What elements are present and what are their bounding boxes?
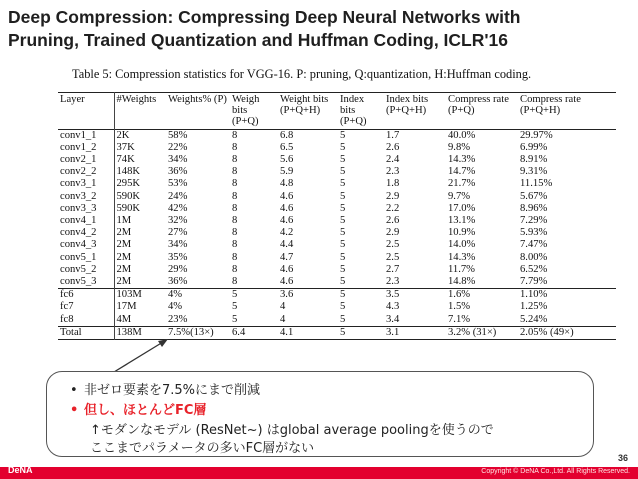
table-cell: 4.6 — [280, 276, 294, 288]
table-cell: 1.6% — [446, 289, 518, 302]
table-cell: 1.5% — [448, 301, 471, 313]
table-cell: conv5_2 — [58, 264, 114, 276]
callout-bullet-2 — [70, 399, 206, 418]
table-cell: 2M — [116, 263, 132, 275]
table-cell: 14.0% — [448, 239, 476, 251]
table-cell: 5 — [230, 289, 278, 302]
table-cell: 35% — [168, 251, 188, 263]
table-cell: 2.3 — [386, 166, 400, 178]
table-row — [58, 326, 616, 339]
table-header-cell: Index bits (P+Q) — [340, 94, 367, 128]
table-cell: 2M — [116, 227, 132, 239]
table-cell: 27% — [168, 227, 188, 239]
table-cell: conv3_1 — [58, 178, 114, 190]
table-cell: 14.8% — [448, 276, 476, 288]
table-cell: 4.1 — [278, 326, 338, 339]
table-cell: 5.67% — [520, 190, 548, 202]
table-cell: 1M — [116, 215, 132, 227]
table-cell: 8 — [232, 276, 238, 288]
slide-title — [8, 6, 608, 52]
table-cell: 8.91% — [520, 154, 548, 166]
table-cell: 3.4 — [386, 313, 400, 325]
table-cell: 34% — [168, 154, 188, 166]
table-row — [58, 178, 616, 190]
table-header-cell: Weight bits (P+Q+H) — [280, 94, 329, 117]
table-cell: 4% — [168, 301, 183, 313]
table-cell: 74K — [116, 154, 135, 166]
table-cell: 5 — [340, 178, 346, 190]
table-cell: 3.5 — [384, 289, 446, 302]
table-cell: 2.05% (49×) — [518, 326, 616, 339]
table-cell: 7.79% — [520, 276, 548, 288]
table-cell: 1.25% — [520, 301, 548, 313]
table-cell: 5.9 — [280, 166, 294, 178]
table-cell: 14.3% — [448, 154, 476, 166]
table-cell: 8 — [232, 154, 238, 166]
table-cell: 5 — [340, 129, 346, 141]
table-header-cell: Weigh bits (P+Q) — [232, 94, 260, 128]
table-row — [58, 166, 616, 178]
table-row — [58, 314, 616, 327]
table-cell: 4.6 — [280, 202, 294, 214]
table-cell: 2.4 — [386, 154, 400, 166]
table-cell: 10.9% — [448, 227, 476, 239]
table-cell: 22% — [168, 141, 188, 153]
table-cell: fc8 — [58, 314, 114, 327]
table-cell: 9.31% — [520, 166, 548, 178]
table-cell: 6.99% — [520, 141, 548, 153]
table-cell: 5 — [340, 227, 346, 239]
table-cell: Total — [58, 326, 114, 339]
table-cell: 11.7% — [448, 263, 475, 275]
table-cell: 11.15% — [520, 178, 553, 190]
table-cell: 5 — [340, 166, 346, 178]
table-cell: 2.2 — [386, 202, 400, 214]
table-row — [58, 276, 616, 289]
table-cell: 7.47% — [520, 239, 548, 251]
table-cell: 8 — [232, 166, 238, 178]
table-cell: 4.3 — [386, 301, 400, 313]
table-cell: 58% — [168, 129, 188, 141]
table-header-cell: Compress rate (P+Q+H) — [520, 94, 581, 117]
table-header-cell: #Weights — [116, 94, 157, 105]
table-cell: 14.3% — [448, 251, 476, 263]
table-cell: 29% — [168, 263, 188, 275]
table-cell: 37K — [116, 141, 135, 153]
table-cell: 6.52% — [520, 263, 548, 275]
table-row — [58, 289, 616, 302]
table-cell: 36% — [168, 276, 188, 288]
table-cell: 24% — [168, 190, 188, 202]
table-row — [58, 239, 616, 251]
table-cell: conv4_1 — [58, 215, 114, 227]
table-cell: 4.6 — [280, 263, 294, 275]
table-cell: 103M — [114, 289, 166, 302]
table-cell: 148K — [116, 166, 141, 178]
table-cell: 5 — [232, 313, 238, 325]
table-cell: 4.2 — [280, 227, 294, 239]
callout-bullet-1 — [70, 379, 260, 398]
slide-title-line-1: Deep Compression: Compressing Deep Neural Networks with — [8, 7, 521, 27]
table-cell: 7.29% — [520, 215, 548, 227]
table-cell: 2M — [116, 276, 132, 288]
table-cell: 40.0% — [448, 129, 476, 141]
callout-bullet-2-text: 但し、ほとんどFC層 — [84, 403, 207, 418]
table-cell: 5 — [340, 239, 346, 251]
table-header-cell: Compress rate (P+Q) — [448, 94, 509, 117]
table-header-row — [58, 93, 616, 130]
table-cell: 5.93% — [520, 227, 548, 239]
table-cell: 4.4 — [280, 239, 294, 251]
table-header-cell: Weights% (P) — [168, 94, 227, 105]
table-cell: 17.0% — [448, 202, 476, 214]
table-cell: 4 — [280, 301, 286, 313]
slide-title-line-2: Pruning, Trained Quantization and Huffman Coding, ICLR'16 — [8, 30, 508, 50]
table-row — [58, 301, 616, 313]
table-body — [58, 129, 616, 339]
table-cell: 2.9 — [386, 227, 400, 239]
table-cell: 13.1% — [448, 215, 476, 227]
page-number: 36 — [617, 453, 628, 463]
table-cell: 5 — [340, 276, 346, 288]
table-header-cell: Layer — [58, 93, 114, 130]
table-cell: 5.6 — [280, 154, 294, 166]
table-cell: 4% — [166, 289, 230, 302]
table-cell: 2.5 — [386, 239, 400, 251]
table-cell: 5 — [340, 141, 346, 153]
table-cell: 6.8 — [280, 129, 294, 141]
table-cell: 34% — [168, 239, 188, 251]
table-cell: conv2_2 — [58, 166, 114, 178]
table-cell: 4M — [116, 313, 132, 325]
table-cell: 32% — [168, 215, 188, 227]
table-cell: 2.5 — [386, 251, 400, 263]
table-cell: 4.7 — [280, 251, 294, 263]
table-cell: 1.10% — [518, 289, 616, 302]
table-cell: 42% — [168, 202, 188, 214]
table-cell: 23% — [168, 313, 188, 325]
table-cell: 8 — [232, 263, 238, 275]
table-row — [58, 227, 616, 239]
table-cell: 6.5 — [280, 141, 294, 153]
brand-logo: DeNA — [8, 465, 33, 475]
table-cell: 1.7 — [386, 129, 400, 141]
table-caption: Table 5: Compression statistics for VGG-16. P: pruning, Q:quantization, H:Huffman coding. — [72, 67, 532, 81]
table-cell: 14.7% — [448, 166, 476, 178]
table-cell: 3.6 — [278, 289, 338, 302]
bullet-dot: • — [70, 383, 78, 398]
table-cell: 3.2% (31×) — [446, 326, 518, 339]
table-cell: 2.6 — [386, 215, 400, 227]
table-cell: 8.00% — [520, 251, 548, 263]
table-cell: conv5_3 — [58, 276, 114, 289]
table-cell: 53% — [168, 178, 188, 190]
table-cell: 8 — [232, 178, 238, 190]
table-cell: 3.1 — [384, 326, 446, 339]
table-cell: 5 — [340, 313, 346, 325]
callout-note-line-1: ↑モダンなモデル (ResNet~) はglobal average poolingを使うので — [90, 423, 494, 438]
table-cell: 295K — [116, 178, 141, 190]
table-cell: 2.3 — [386, 276, 400, 288]
table-cell: 7.1% — [448, 313, 471, 325]
table-row — [58, 215, 616, 227]
copyright-text: Copyright © DeNA Co.,Ltd. All Rights Reserved. — [481, 468, 630, 475]
table-cell: 2.6 — [386, 141, 400, 153]
table-header-cell: Index bits (P+Q+H) — [386, 94, 429, 117]
table-cell: 5 — [340, 154, 346, 166]
table-row — [58, 264, 616, 276]
table-cell: 36% — [168, 166, 188, 178]
table-cell: 2K — [116, 129, 130, 141]
table-cell: 4.6 — [280, 215, 294, 227]
table-cell: 17M — [116, 301, 137, 313]
table-cell: 9.8% — [448, 141, 471, 153]
bullet-dot: • — [70, 403, 79, 418]
table-cell: 8 — [232, 190, 238, 202]
table-cell: conv4_3 — [58, 239, 114, 251]
table-row — [58, 203, 616, 215]
table-cell: 590K — [116, 202, 141, 214]
table-cell: 6.4 — [230, 326, 278, 339]
table-cell: conv1_1 — [58, 129, 114, 142]
table-row — [58, 154, 616, 166]
table-cell: 8 — [232, 141, 238, 153]
table-cell: 590K — [116, 190, 141, 202]
table-cell: 5.24% — [520, 313, 548, 325]
table-cell: conv3_2 — [58, 191, 114, 203]
table-cell: 2.9 — [386, 190, 400, 202]
table-cell: 7.5%(13×) — [166, 326, 230, 339]
table-cell: fc7 — [58, 301, 114, 313]
table-row — [58, 142, 616, 154]
table-cell: conv2_1 — [58, 154, 114, 166]
table-cell: 4 — [280, 313, 286, 325]
table-row — [58, 129, 616, 142]
table-cell: 5 — [338, 326, 384, 339]
callout-bullet-1-text: 非ゼロ要素を7.5%にまで削減 — [84, 383, 261, 398]
table-cell: conv5_1 — [58, 252, 114, 264]
table-cell: conv3_3 — [58, 203, 114, 215]
table-cell: 5 — [340, 215, 346, 227]
table-row — [58, 252, 616, 264]
compression-stats-table — [58, 92, 616, 340]
table-cell: 8 — [232, 227, 238, 239]
table-cell: 8 — [232, 129, 238, 141]
table-cell: 8 — [232, 202, 238, 214]
table-cell: conv1_2 — [58, 142, 114, 154]
table-cell: 2M — [116, 251, 132, 263]
table-cell: 21.7% — [448, 178, 476, 190]
table-cell: 8.96% — [520, 202, 548, 214]
table-cell: fc6 — [58, 289, 114, 302]
table-cell: 8 — [232, 239, 238, 251]
table-cell: conv4_2 — [58, 227, 114, 239]
table-cell: 8 — [232, 251, 238, 263]
table-cell: 8 — [232, 215, 238, 227]
table-cell: 1.8 — [386, 178, 400, 190]
callout-note-line-2: ここまでパラメータの多いFC層がない — [90, 441, 315, 456]
table-cell: 5 — [338, 289, 384, 302]
table-cell: 9.7% — [448, 190, 471, 202]
table-cell: 5 — [340, 301, 346, 313]
table-cell: 4.6 — [280, 190, 294, 202]
table-cell: 5 — [340, 190, 346, 202]
table-cell: 5 — [340, 263, 346, 275]
table-cell: 2.7 — [386, 263, 400, 275]
table-cell: 5 — [340, 251, 346, 263]
table-cell: 29.97% — [520, 129, 553, 141]
table-cell: 2M — [116, 239, 132, 251]
table-cell: 4.8 — [280, 178, 294, 190]
table-cell: 138M — [114, 326, 166, 339]
table-cell: 5 — [340, 202, 346, 214]
table-cell: 5 — [232, 301, 238, 313]
table-row — [58, 191, 616, 203]
